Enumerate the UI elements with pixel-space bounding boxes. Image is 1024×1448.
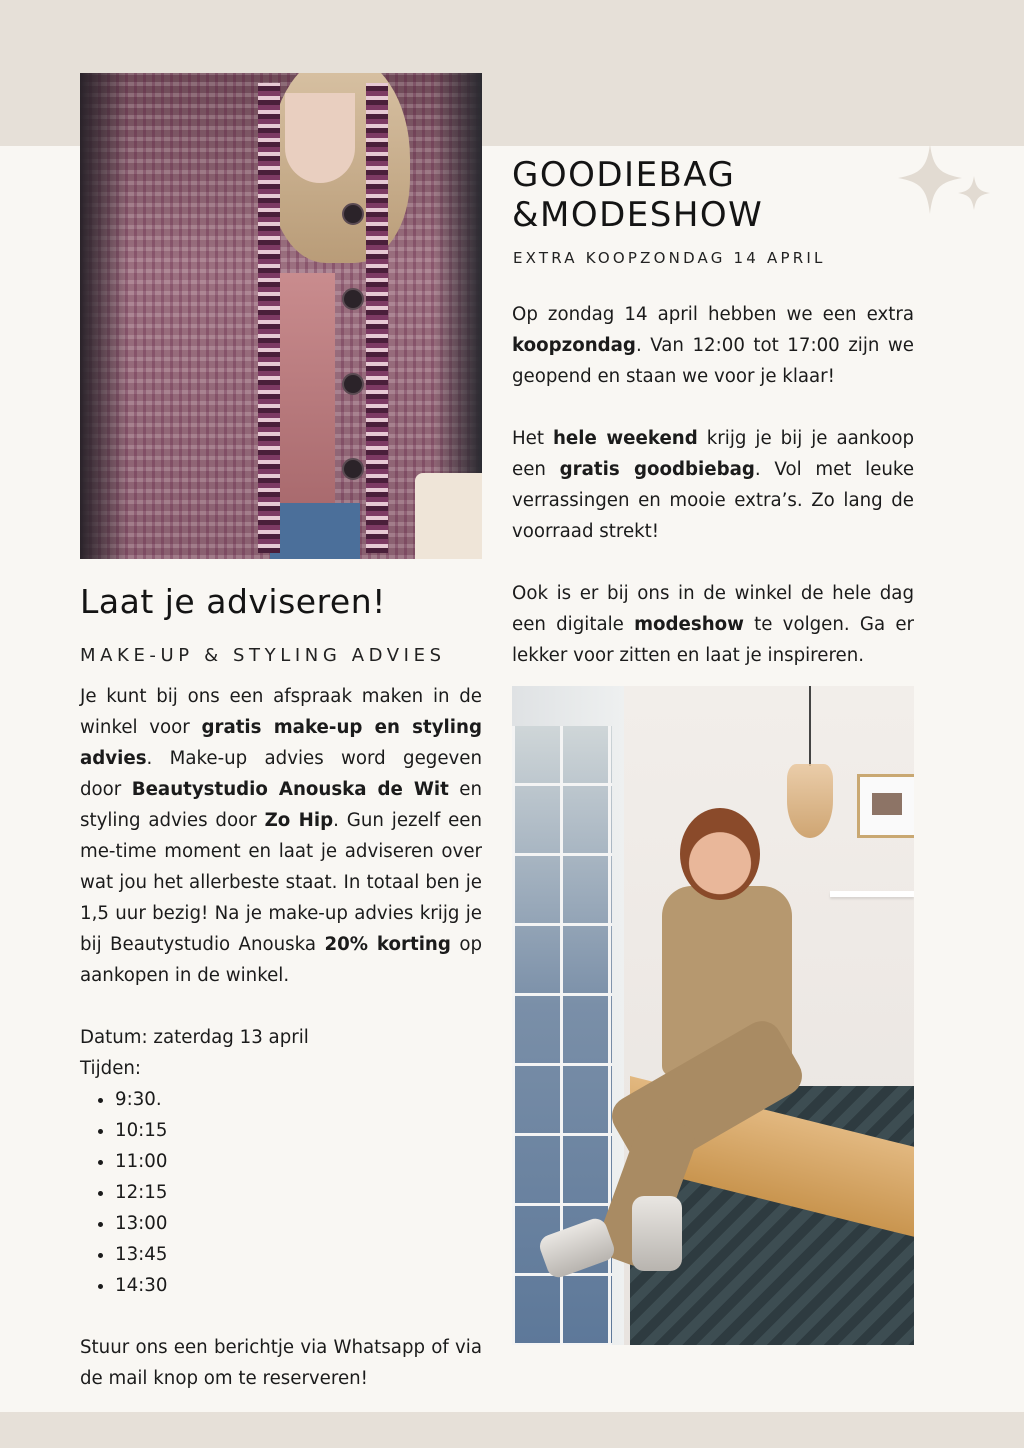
list-item: • 12:15 — [115, 1177, 482, 1208]
jacket-trim-left — [258, 83, 280, 553]
paragraph: Op zondag 14 april hebben we een extra koopzondag. Van 12:00 tot 17:00 zijn we geopend en staan we voor je klaar! — [512, 304, 914, 387]
list-item: • 13:00 — [115, 1208, 482, 1239]
advies-body — [80, 681, 482, 1394]
picture-frame — [857, 774, 914, 838]
jacket-button — [342, 373, 364, 395]
silver-boot — [632, 1196, 682, 1271]
list-item: • 9:30. — [115, 1084, 482, 1115]
list-item: • 14:30 — [115, 1270, 482, 1301]
jeans — [270, 503, 360, 559]
jacket-cuff — [415, 473, 482, 559]
pink-top — [275, 273, 335, 513]
neck — [285, 93, 355, 183]
pendant-lamp — [787, 764, 833, 838]
list-item: • 13:45 — [115, 1239, 482, 1270]
paragraph: Ook is er bij ons in de winkel de hele dag een digitale modeshow te volgen. Ga er lekker voor zitten en laat je inspireren. — [512, 583, 915, 666]
bottom-band — [0, 1412, 1024, 1448]
advies-subtitle: MAKE-UP & STYLING ADVIES — [80, 645, 446, 666]
list-item: • 11:00 — [115, 1146, 482, 1177]
koopzondag-subtitle: EXTRA KOOPZONDAG 14 APRIL — [513, 249, 826, 267]
paragraph: Het hele weekend krijg je bij je aankoop een gratis goodbiebag. Vol met leuke verrassingen en mooie extra’s. Zo lang de voorraad strekt! — [512, 428, 915, 542]
jacket-button — [342, 203, 364, 225]
times-list — [80, 1084, 482, 1301]
jacket-button — [342, 288, 364, 310]
jacket-photo — [80, 73, 482, 559]
lamp-cord — [809, 686, 811, 766]
wall-shelf — [830, 891, 914, 897]
reservation-cta: Stuur ons een berichtje via Whatsapp of via de mail knop om te reserveren! — [80, 1337, 482, 1389]
paragraph: Je kunt bij ons een afspraak maken in de winkel voor gratis make-up en styling advies. Make-up advies word gegeven door Beautystudio Anouska de Wit en styling advies door Zo Hip. Gun jezelf een me-time moment en laat je adviseren over wat jou het allerbeste staat. In totaal ben je 1,5 uur bezig! Na je make-up advies krijg je bij Beautystudio Anouska 20% korting op aankopen in de winkel. — [80, 686, 483, 986]
date-line: Datum: zaterdag 13 april — [80, 1027, 309, 1048]
title-line: &MODESHOW — [512, 195, 764, 235]
jacket-button — [342, 458, 364, 480]
store-photo — [512, 686, 914, 1345]
times-label: Tijden: — [80, 1058, 142, 1079]
list-item: • 10:15 — [115, 1115, 482, 1146]
title-line: GOODIEBAG — [512, 155, 736, 195]
goodiebag-body — [512, 299, 914, 671]
jacket-trim-right — [366, 83, 388, 553]
advies-title: Laat je adviseren! — [80, 582, 386, 621]
goodiebag-title — [512, 155, 932, 235]
woman-head — [680, 808, 760, 900]
